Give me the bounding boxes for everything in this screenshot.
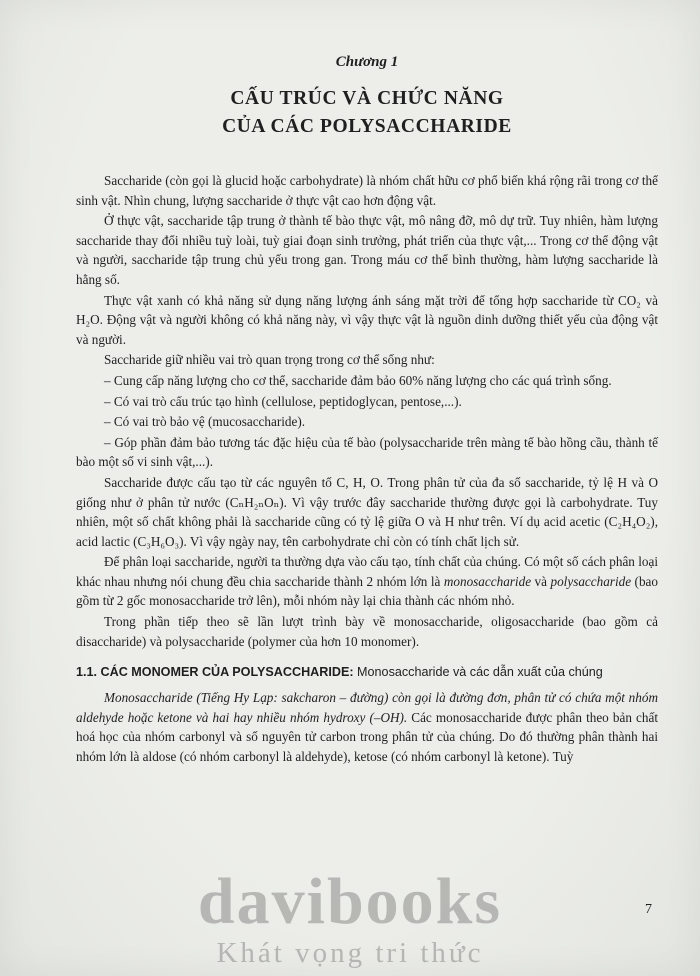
chapter-label: Chương 1 — [335, 54, 399, 70]
term-monosaccharide: monosaccharide — [443, 573, 532, 589]
watermark-logo-text: davibooks — [197, 865, 503, 938]
page-content — [76, 48, 658, 768]
paragraph-roles-lead: Saccharide giữ nhiều vai trò quan trọng trong cơ thể sống như: — [104, 352, 435, 368]
paragraph-photosynthesis: Thực vật xanh có khả năng sử dụng năng lượng ánh sáng mặt trời để tổng hợp saccharide từ CO₂ và H₂O. Động vật và người không có khả năng này, vì vậy thực vật là nguồn dinh dưỡng thiết yếu của động vật và người. — [76, 292, 658, 347]
watermark — [0, 865, 700, 970]
paragraph-plants: Ở thực vật, saccharide tập trung ở thành tế bào thực vật, mô nâng đỡ, mô dự trữ. Tuy nhiên, hàm lượng saccharide thay đổi nhiều tuỳ loài, tuỳ giai đoạn sinh trưởng, phát triển của thực vật,... Trong cơ thể động vật và người, saccharide tập trung chủ yếu trong gan. Trong máu cơ thể bình thường, hàm lượng saccharide là hằng số. — [76, 213, 658, 287]
text-run: và — [531, 573, 551, 589]
list-item-protection: – Có vai trò bảo vệ (mucosaccharide). — [104, 414, 306, 430]
paragraph-composition: Saccharide được cấu tạo từ các nguyên tố C, H, O. Trong phân tử của đa số saccharide, tỷ lệ H và O giống như ở phân tử nước (CₙH₂ₙOₙ). Vì vậy trước đây saccharide thường được gọi là carbohydrate. Tuy nhiên, một số chất không phải là saccharide cũng có tỷ lệ giữa O và H như trên. Ví dụ acid acetic (C₂H₄O₂), acid lactic (C₃H₆O₃). Vì vậy ngày nay, tên carbohydrate chỉ còn có tính chất lịch sử. — [76, 474, 658, 549]
text-run: Các monosaccharide được phân theo bản chất hoá học của nhóm carbonyl và số nguyên tử carbon trong phân tử của chúng. Do đó thường phân thành hai nhóm lớn là aldose (có nhóm carbonyl là aldehyde), ketose (có nhóm carbonyl là ketone). Tuỳ — [76, 709, 658, 765]
section-subtitle: Monosaccharide và các dẫn xuất của chúng — [353, 665, 603, 680]
monosaccharide-definition-italic: Monosaccharide (Tiếng Hy Lạp: sakcharon – đường) còn gọi là đường đơn, phân tử có chứa một nhóm aldehyde hoặc ketone và hai hay nhiều nhóm hydroxy (–OH). — [76, 690, 658, 725]
section-heading — [76, 663, 658, 682]
text-run: Để phân loại saccharide, người ta thường dựa vào cấu tạo, tính chất của chúng. Có một số cách phân loại khác nhau nhưng nói chung đều chia saccharide thành 2 nhóm lớn là — [76, 554, 658, 589]
text-run: (bao gồm từ 2 gốc monosaccharide trở lên), mỗi nhóm này lại chia thành các nhóm nhỏ. — [76, 573, 658, 609]
paragraph-next-sections: Trong phần tiếp theo sẽ lần lượt trình bày về monosaccharide, oligosaccharide (bao gồm cả disaccharide) và polysaccharide (polymer của hơn 10 monomer). — [76, 614, 658, 649]
title-line-1: CẤU TRÚC VÀ CHỨC NĂNG — [230, 88, 504, 109]
paragraph-monosaccharide — [76, 688, 658, 766]
list-item-structure: – Có vai trò cấu trúc tạo hình (cellulose, peptidoglycan, pentose,...). — [104, 393, 462, 409]
paragraph-classification — [76, 552, 658, 611]
list-item-energy: – Cung cấp năng lượng cho cơ thể, saccharide đảm bảo 60% năng lượng cho các quá trình sống. — [104, 372, 612, 388]
term-polysaccharide: polysaccharide — [550, 573, 632, 589]
paragraph-intro: Saccharide (còn gọi là glucid hoặc carbohydrate) là nhóm chất hữu cơ phổ biến khá rộng rãi trong cơ thể sinh vật. Nhìn chung, lượng saccharide ở thực vật cao hơn động vật. — [76, 173, 658, 208]
watermark-slogan: Khát vọng tri thức — [216, 937, 484, 969]
title-line-2: CỦA CÁC POLYSACCHARIDE — [222, 116, 512, 137]
page-title — [76, 85, 658, 141]
section-number-title: 1.1. CÁC MONOMER CỦA POLYSACCHARIDE: — [76, 665, 354, 680]
page-number: 7 — [645, 902, 652, 917]
list-item-interaction: – Góp phần đảm bảo tương tác đặc hiệu của tế bào (polysaccharide trên màng tế bào hồng cầu, thành tế bào một số vi sinh vật,...). — [76, 434, 658, 470]
